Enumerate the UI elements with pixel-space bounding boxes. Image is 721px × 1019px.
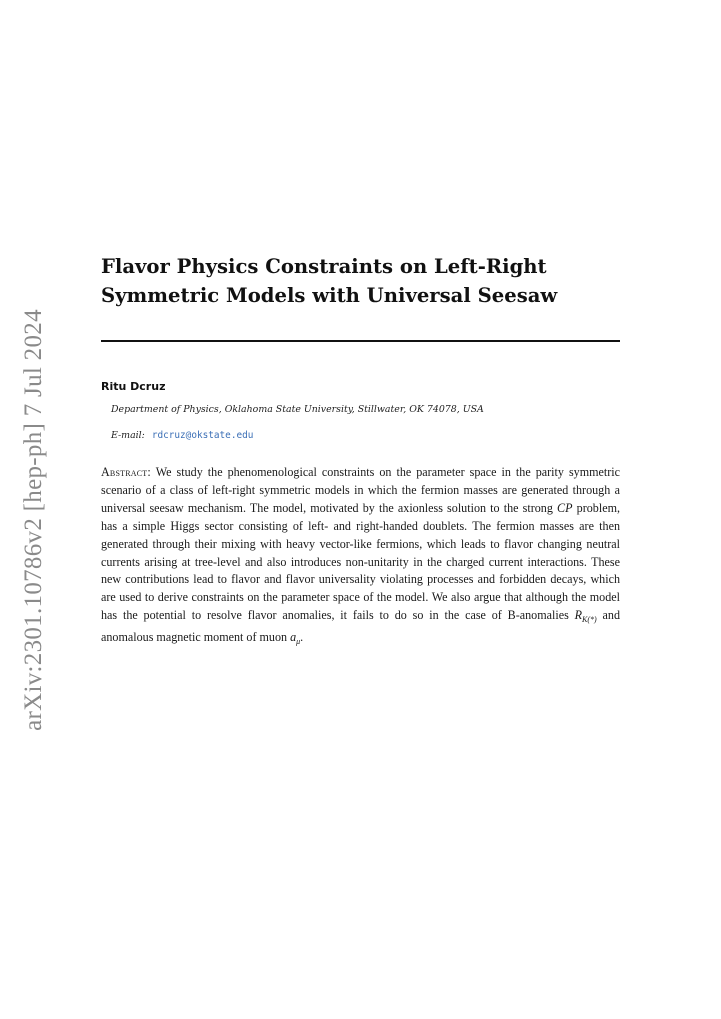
arxiv-identifier: arXiv:2301.10786v2 [hep-ph] 7 Jul 2024 bbox=[20, 309, 47, 731]
email-label: E-mail: bbox=[111, 430, 145, 441]
author-name: Ritu Dcruz bbox=[101, 380, 166, 393]
email-row bbox=[111, 430, 253, 441]
abstract-end: . bbox=[300, 630, 304, 645]
amu-subscript: μ bbox=[296, 637, 301, 647]
rk-subscript: K(*) bbox=[582, 615, 597, 625]
abstract-text-3: and anomalous magnetic moment of muon bbox=[101, 608, 620, 645]
abstract-label: Abstract: bbox=[101, 465, 151, 479]
abstract bbox=[101, 464, 620, 651]
rk-symbol: R bbox=[574, 608, 583, 623]
paper-title: Flavor Physics Constraints on Left-Right Symmetric Models with Universal Seesaw bbox=[101, 255, 558, 307]
title-rule bbox=[101, 340, 620, 342]
abstract-text-1: We study the phenomenological constraints on the parameter space in the parity symmetric scenario of a class of left-right symmetric models in which the fermion masses are generated through a universal seesaw mechanism. The model, motivated by the axionless solution to the strong bbox=[101, 465, 621, 515]
cp-symbol: CP bbox=[557, 500, 573, 515]
amu-symbol: a bbox=[290, 630, 297, 645]
author-affiliation: Department of Physics, Oklahoma State University, Stillwater, OK 74078, USA bbox=[111, 404, 484, 415]
email-link[interactable]: rdcruz@okstate.edu bbox=[151, 430, 254, 441]
abstract-text-2: problem, has a simple Higgs sector consisting of left- and right-handed doublets. The fermion masses are then generated through their mixing with heavy vector-like fermions, which leads to flavor changing neutral currents arising at tree-level and also introduces non-unitarity in the charged current interactions. These new contributions lead to flavor and flavor universality violating processes and forbidden decays, which are used to derive constraints on the parameter space of the model. We also argue that although the model has the potential to resolve flavor anomalies, it fails to do so in the case of B-anomalies bbox=[101, 500, 620, 623]
